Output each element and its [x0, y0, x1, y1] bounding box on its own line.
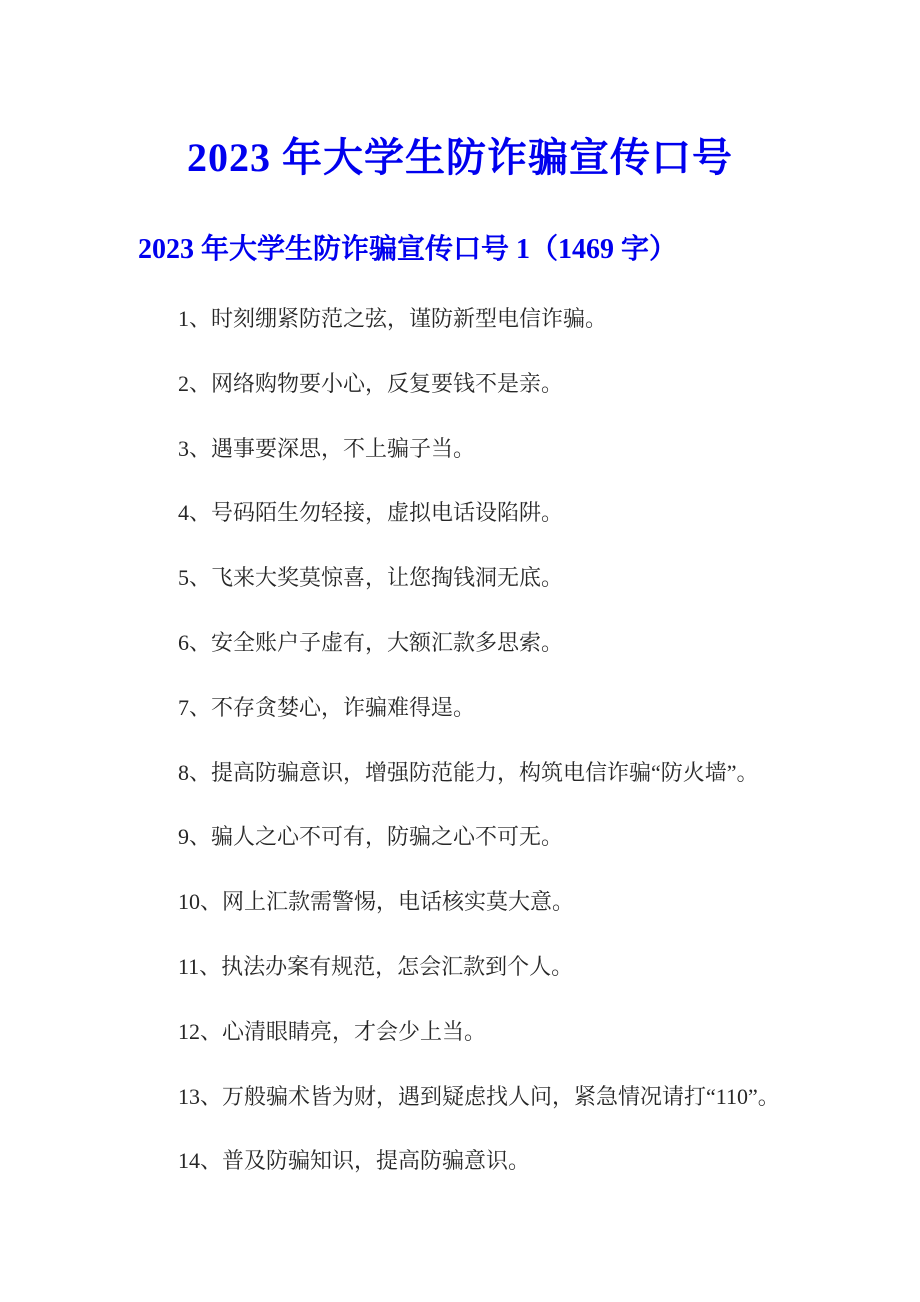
slogan-item: 13、万般骗术皆为财，遇到疑虑找人问，紧急情况请打“110”。: [178, 1083, 780, 1109]
slogan-item: 2、网络购物要小心，反复要钱不是亲。: [178, 370, 564, 396]
slogan-item: 1、时刻绷紧防范之弦，谨防新型电信诈骗。: [178, 306, 608, 331]
slogan-item: 14、普及防骗知识，提高防骗意识。: [178, 1148, 531, 1174]
section-heading: 2023 年大学生防诈骗宣传口号 1（1469 字）: [138, 234, 678, 265]
slogan-item: 6、安全账户子虚有，大额汇款多思索。: [178, 629, 564, 655]
slogan-item: 11、执法办案有规范，怎会汇款到个人。: [178, 953, 574, 979]
document-title: 2023 年大学生防诈骗宣传口号: [187, 135, 733, 180]
slogan-item: 5、飞来大奖莫惊喜，让您掏钱洞无底。: [178, 565, 564, 591]
slogan-list: [0, 304, 920, 1177]
slogan-item: 10、网上汇款需警惕，电话核实莫大意。: [178, 889, 575, 915]
slogan-item: 4、号码陌生勿轻接，虚拟电话设陷阱。: [178, 500, 564, 526]
slogan-item: 8、提高防骗意识，增强防范能力，构筑电信诈骗“防火墙”。: [178, 759, 759, 785]
slogan-item: 7、不存贪婪心，诈骗难得逞。: [178, 694, 476, 720]
slogan-item: 9、骗人之心不可有，防骗之心不可无。: [178, 824, 564, 850]
slogan-item: 3、遇事要深思，不上骗子当。: [178, 435, 476, 461]
slogan-item: 12、心清眼睛亮，才会少上当。: [178, 1018, 487, 1044]
